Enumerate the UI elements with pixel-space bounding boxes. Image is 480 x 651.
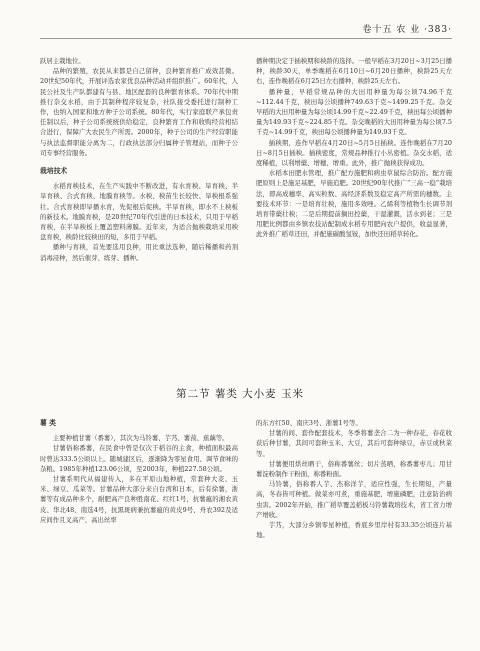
paragraph: 播种量，早稻常规品种的大田用种量为每公顷74.96千克~112.44千克，秧田每公顷播种749.63千克~1499.25千克。杂交早稻的大田用种量为每公顷14.99千克~22.49千克，秧田每公顷播种量为149.93千克~224.85千克。杂交晚稻的大田用种量为每公顷7.5千克~14.99千克，秧田每公顷播种量为149.93千克。 <box>256 87 452 137</box>
paragraph: 芋艿，大部分乡镇零星种植，香底乡里岸村有33.35公顷连片基地。 <box>256 521 452 540</box>
section-title: 第二节 薯类 大小麦 玉米 <box>175 388 304 400</box>
paragraph: 水稻本田肥水管理，推广配方施肥和病虫草鼠综合防治。配方施肥原则上是施足基肥，早施追肥。20世纪90年代推广“三高一稳”栽培法，即高成穗率、高实粒数、高经济系数及稳定高产所需的穗数。主要技术环节：一是培育壮秧，施用多效唑。乙烯利等植物生长调节剂培育带蘖壮秧；二是后期提前搁田控蘖，干湿灌溉，活水到老；三是用肥比例都由乡镇农技站配制成水稻专用肥向农户提供，收益显著，此外推广稻草还田，并配施碳酸氢铵，加快还田稻草转化。 <box>256 169 452 239</box>
paragraph: 甘薯俗称番薯，在民食中曾是仅次于稻谷的主食，种植面积最高时曾达333.5公顷以上。随城建区后，逐渐降为零星食用、调节食味的杂粮。1985年种植123.06公顷，至2003年，种植227.58公顷。 <box>40 444 238 473</box>
paragraph: 品种的繁殖，农民从来都是自己留种，良种繁育推广成效甚微。20世纪50年代，开展评选农家优良品种活动并组织推广。60年代，人民公社及生产队都建有与县、地区配套的良种繁育体系。70年代中期推行杂交水稻，由于其制种程序较复杂，社队接受委托进行制种工作，也纳入国家和地方种子公司系统。80年代，实行家庭联产承包责任制以后，种子公司系统统供给稳定，良种繁育工作和收购经营相结合进行，保障广大农民生产所需。2000年，种子公司的生产经营职能与执法监督职能分离为二，行政执法部分归属种子管理站，而种子公司专事经营服务。 <box>40 67 238 157</box>
paragraph: 甘薯系明代从福建传入，多在平原山地种植，常套种大麦、玉米、绿豆、瓜菜等。甘薯品种大部分来自台湾和日本，后有徐薯，浙薯等有成品种多个，耐肥高产良种胜南花、红红1号，抗薯瘟的湘农黄皮、华北48、南选4号，抗黑斑病兼抗薯瘟的黄皮9号、舟农392及适应间作且叉高产、高出丝率 <box>40 475 238 524</box>
paragraph: 插秧期，连作早稻在4月20日~5月5日插秧。连作晚稻在7月20日~8月5日插秧。插秧密度，常规品种推行小丛密植。杂交水稻，适度稀植，以利增蘖、增穗、增重。此外，推广抛秧获得成功。 <box>256 138 452 168</box>
header-rule <box>40 38 452 39</box>
paragraph: 跃居主栽地位。 <box>40 57 85 65</box>
subsection-title: 薯 类 <box>40 419 56 427</box>
left-column-top <box>40 56 238 263</box>
paragraph: 甘薯便用烘丝晒干，俗称番薯丝；切片蒸晒，称番薯枣儿；用甘薯淀粉制作干粉面，称番粉面。 <box>256 459 452 479</box>
running-header: 卷十五 农 业 ·383· <box>362 25 452 35</box>
paragraph: 马铃薯，俗称番人芋、杰称洋芋，适应性强，生长期短，产量高，冬春皆可种植。做菜亦可煮，重施基肥，增施磷肥，注意防治病虫害。2002年开始，推广稻草覆盖稻板马铃薯栽培技术，省工省力增产增收。 <box>256 480 452 519</box>
left-column-bottom <box>40 418 238 525</box>
paragraph: 水稻育秧技术，在生产实践中不断改进，有水育秧、旱育秧、半旱育秧、合式育秧、地膜育秧等。水秧、秧苗生长较快、旱秧根系强壮。合式育秧即旱播水育，先促根后促秧。半旱育秧，即水不上秧板的新技术。地膜育秧，是20世纪70年代引进的日本技术，只用于早稻育秧，在半旱秧板上覆盖塑料薄膜。近年来，为适合抛秧栽培采用秧盘育秧，秧龄比较秧田的短，多用于早稻。 <box>40 182 238 242</box>
subsection-title: 栽培技术 <box>40 167 68 176</box>
paragraph: 播种期决定于插秧期和秧龄的选择。一般早稻在3月20日~3月25日播种，秧龄30天，单季晚稻在6月10日~6月20日播种，秧龄25天左右，连作晚稻在6月25日左右播种，秧龄25天左右。 <box>256 57 452 86</box>
paragraph: 播种与育秧，首先要选用良种，用比重法选种，随后稀播和药剂消毒浸种，然后催芽、练芽、播种。 <box>40 243 238 262</box>
right-column-top <box>256 56 452 240</box>
paragraph: 主要种植甘薯（番薯），其次为马铃薯、芋艿、薯蓣、蕉藕等。 <box>52 434 229 443</box>
paragraph: 的东方红50、南庆3号、浙薯1号等。 <box>256 419 362 427</box>
right-column-bottom <box>256 418 452 540</box>
paragraph: 甘薯的间、套作配套技术，冬季将薯垄合二为一种春花，春花收获后种甘薯，其间可套种玉米、大豆，其后可套种绿豆，赤豆或秋菜等。 <box>256 429 452 458</box>
